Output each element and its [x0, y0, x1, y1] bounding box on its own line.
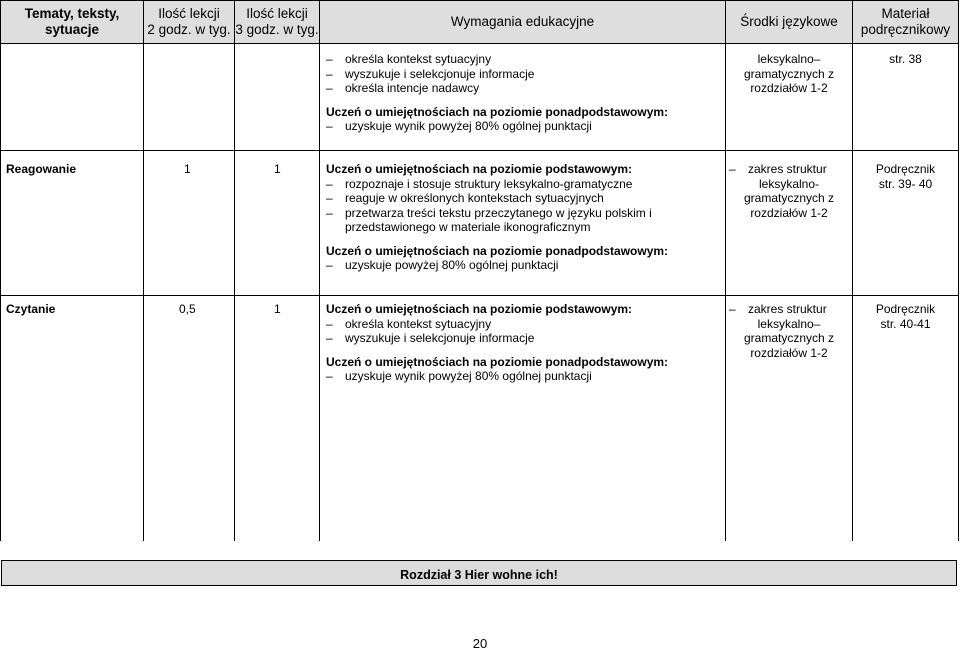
col-line-5: [852, 0, 853, 541]
lessons3-reagowanie: 1: [274, 162, 281, 176]
list-item: – rozpoznaje i stosuje struktury leksykalno-gramatyczne: [326, 177, 721, 192]
lessons2-czytanie: 0,5: [179, 302, 196, 316]
list-item: – określa kontekst sytuacyjny: [326, 317, 721, 332]
material-czytanie: [853, 302, 958, 331]
header-requirements: Wymagania edukacyjne: [320, 1, 725, 43]
lessons3-czytanie: 1: [274, 302, 281, 316]
col-line-2: [234, 0, 235, 541]
language-reagowanie: [726, 162, 852, 220]
header-language: Środki językowe: [726, 1, 852, 43]
header-material-line1: Materiał: [881, 6, 930, 21]
cont-language: [726, 52, 852, 96]
list-item: – uzyskuje wynik powyżej 80% ogólnej punktacji: [326, 119, 721, 134]
language-line: – zakres struktur: [729, 162, 852, 177]
header-lessons-3: [235, 1, 319, 43]
cont-requirements: [326, 52, 721, 134]
material-line: str. 39- 40: [878, 176, 933, 191]
language-line: rozdziałów 1-2: [750, 81, 828, 95]
col-line-0: [0, 0, 1, 541]
language-line: leksykalno–: [757, 52, 821, 66]
material-line: str. 40-41: [880, 316, 931, 331]
lessons2-reagowanie: 1: [184, 162, 191, 176]
col-line-3: [319, 0, 320, 541]
topic-czytanie: Czytanie: [6, 302, 56, 316]
header-material-line2: podręcznikowy: [860, 22, 951, 37]
advanced-level-title: Uczeń o umiejętnościach na poziomie ponadpodstawowym:: [326, 243, 669, 258]
material-reagowanie: [853, 162, 958, 191]
header-lessons-2-line2: 2 godz. w tyg.: [147, 22, 231, 37]
header-lessons-2: [144, 1, 234, 43]
language-line: leksykalno-: [758, 176, 820, 191]
chapter-title: Rozdział 3 Hier wohne ich!: [400, 568, 558, 582]
language-line: rozdziałów 1-2: [750, 205, 828, 220]
language-czytanie: [726, 302, 852, 360]
list-item: – określa kontekst sytuacyjny: [326, 52, 721, 67]
header-material: [853, 1, 958, 43]
header-lessons-2-line1: Ilość lekcji: [158, 6, 220, 21]
requirements-reagowanie: [326, 162, 721, 273]
material-line: Podręcznik: [875, 302, 936, 316]
list-item: – określa intencje nadawcy: [326, 81, 721, 96]
advanced-level-title: Uczeń o umiejętnościach na poziomie ponadpodstawowym:: [326, 354, 669, 369]
language-line: gramatycznych z: [743, 331, 835, 345]
list-item: – przetwarza treści tekstu przeczytanego w języku polskim i przedstawionego w materiale ikonograficznym: [326, 206, 705, 235]
language-line: gramatycznych z: [743, 191, 835, 205]
material-line: Podręcznik: [875, 162, 936, 176]
chapter-banner: [1, 560, 957, 586]
list-item: – wyszukuje i selekcjonuje informacje: [326, 67, 721, 82]
col-line-1: [143, 0, 144, 541]
list-item: – uzyskuje wynik powyżej 80% ogólnej punktacji: [326, 369, 721, 384]
requirements-czytanie: [326, 302, 721, 384]
header-lessons-3-line2: 3 godz. w tyg.: [235, 22, 319, 37]
list-item: – reaguje w określonych kontekstach sytuacyjnych: [326, 191, 721, 206]
language-line: – zakres struktur: [729, 302, 852, 317]
language-line: leksykalno–: [757, 316, 821, 331]
header-lessons-3-line1: Ilość lekcji: [246, 6, 308, 21]
topic-reagowanie: Reagowanie: [6, 162, 77, 176]
list-item: – uzyskuje powyżej 80% ogólnej punktacji: [326, 258, 721, 273]
basic-level-title: Uczeń o umiejętnościach na poziomie podstawowym:: [326, 302, 633, 316]
language-line: rozdziałów 1-2: [750, 345, 828, 360]
list-item: – wyszukuje i selekcjonuje informacje: [326, 331, 721, 346]
basic-level-title: Uczeń o umiejętnościach na poziomie podstawowym:: [326, 162, 633, 176]
col-line-6: [958, 0, 959, 541]
advanced-level-title: Uczeń o umiejętnościach na poziomie ponadpodstawowym:: [326, 104, 669, 119]
page-number: 20: [472, 636, 488, 651]
cont-material: str. 38: [889, 52, 922, 66]
header-topics: Tematy, teksty, sytuacje: [1, 1, 143, 43]
language-line: gramatycznych z: [743, 66, 835, 81]
